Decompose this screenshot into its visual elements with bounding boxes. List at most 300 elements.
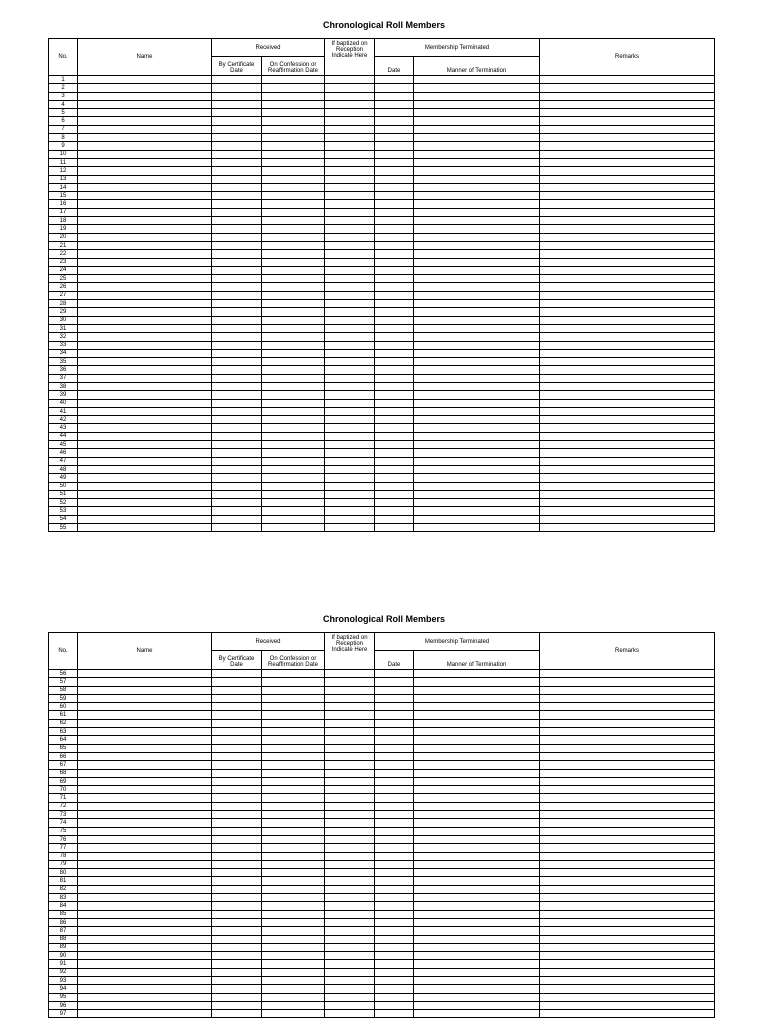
cell-manner [414, 1010, 540, 1018]
cell-on-confession [262, 894, 325, 902]
cell-name [78, 811, 212, 819]
table-row [49, 316, 715, 324]
row-number: 91 [49, 960, 78, 968]
table-row [49, 802, 715, 810]
cell-remarks [540, 258, 715, 266]
cell-remarks [540, 341, 715, 349]
cell-baptized [325, 968, 375, 976]
table-row [49, 524, 715, 532]
cell-term-date [375, 860, 414, 868]
row-number: 89 [49, 943, 78, 951]
table-row [49, 761, 715, 769]
cell-remarks [540, 482, 715, 490]
cell-by-certificate [212, 200, 262, 208]
table-row [49, 993, 715, 1001]
cell-term-date [375, 316, 414, 324]
cell-name [78, 769, 212, 777]
cell-baptized [325, 786, 375, 794]
cell-baptized [325, 474, 375, 482]
cell-by-certificate [212, 432, 262, 440]
row-number: 26 [49, 283, 78, 291]
row-number: 42 [49, 416, 78, 424]
col-header-name: Name [78, 633, 212, 670]
col-header-membership-terminated: Membership Terminated [375, 39, 540, 57]
cell-manner [414, 158, 540, 166]
cell-baptized [325, 432, 375, 440]
cell-by-certificate [212, 308, 262, 316]
row-number: 41 [49, 407, 78, 415]
cell-remarks [540, 960, 715, 968]
cell-baptized [325, 877, 375, 885]
cell-by-certificate [212, 877, 262, 885]
cell-name [78, 819, 212, 827]
cell-remarks [540, 474, 715, 482]
row-number: 46 [49, 449, 78, 457]
cell-on-confession [262, 457, 325, 465]
cell-on-confession [262, 358, 325, 366]
cell-remarks [540, 441, 715, 449]
cell-term-date [375, 134, 414, 142]
cell-remarks [540, 109, 715, 117]
cell-on-confession [262, 308, 325, 316]
cell-name [78, 761, 212, 769]
cell-remarks [540, 382, 715, 390]
cell-manner [414, 358, 540, 366]
row-number: 35 [49, 358, 78, 366]
cell-on-confession [262, 835, 325, 843]
table-row [49, 382, 715, 390]
cell-by-certificate [212, 192, 262, 200]
cell-remarks [540, 524, 715, 532]
row-number: 78 [49, 852, 78, 860]
table-row [49, 918, 715, 926]
cell-on-confession [262, 441, 325, 449]
cell-baptized [325, 117, 375, 125]
row-number: 96 [49, 1001, 78, 1009]
cell-term-date [375, 482, 414, 490]
row-number: 50 [49, 482, 78, 490]
cell-by-certificate [212, 885, 262, 893]
cell-name [78, 358, 212, 366]
cell-by-certificate [212, 366, 262, 374]
cell-remarks [540, 250, 715, 258]
cell-by-certificate [212, 761, 262, 769]
cell-manner [414, 457, 540, 465]
col-header-name: Name [78, 39, 212, 76]
cell-remarks [540, 678, 715, 686]
cell-name [78, 391, 212, 399]
cell-baptized [325, 192, 375, 200]
cell-remarks [540, 852, 715, 860]
cell-name [78, 308, 212, 316]
cell-by-certificate [212, 316, 262, 324]
cell-term-date [375, 158, 414, 166]
cell-on-confession [262, 200, 325, 208]
cell-remarks [540, 736, 715, 744]
cell-by-certificate [212, 728, 262, 736]
row-number: 94 [49, 985, 78, 993]
cell-remarks [540, 100, 715, 108]
cell-baptized [325, 109, 375, 117]
cell-term-date [375, 736, 414, 744]
cell-baptized [325, 902, 375, 910]
cell-manner [414, 752, 540, 760]
cell-on-confession [262, 902, 325, 910]
cell-name [78, 777, 212, 785]
cell-remarks [540, 860, 715, 868]
row-number: 73 [49, 811, 78, 819]
row-number: 28 [49, 300, 78, 308]
cell-baptized [325, 324, 375, 332]
cell-on-confession [262, 985, 325, 993]
cell-name [78, 449, 212, 457]
cell-baptized [325, 993, 375, 1001]
cell-term-date [375, 852, 414, 860]
cell-by-certificate [212, 266, 262, 274]
cell-name [78, 835, 212, 843]
cell-by-certificate [212, 902, 262, 910]
cell-remarks [540, 794, 715, 802]
table-row [49, 457, 715, 465]
cell-by-certificate [212, 399, 262, 407]
cell-term-date [375, 449, 414, 457]
cell-manner [414, 100, 540, 108]
cell-remarks [540, 835, 715, 843]
cell-manner [414, 794, 540, 802]
cell-name [78, 208, 212, 216]
cell-manner [414, 465, 540, 473]
cell-name [78, 1010, 212, 1018]
cell-remarks [540, 117, 715, 125]
cell-remarks [540, 507, 715, 515]
cell-by-certificate [212, 811, 262, 819]
cell-manner [414, 852, 540, 860]
cell-on-confession [262, 993, 325, 1001]
table-row [49, 391, 715, 399]
cell-baptized [325, 811, 375, 819]
cell-term-date [375, 225, 414, 233]
cell-on-confession [262, 719, 325, 727]
row-number: 20 [49, 233, 78, 241]
cell-remarks [540, 918, 715, 926]
row-number: 97 [49, 1010, 78, 1018]
cell-name [78, 885, 212, 893]
cell-name [78, 802, 212, 810]
cell-baptized [325, 308, 375, 316]
cell-name [78, 399, 212, 407]
cell-manner [414, 258, 540, 266]
row-number: 67 [49, 761, 78, 769]
cell-term-date [375, 192, 414, 200]
cell-on-confession [262, 167, 325, 175]
cell-name [78, 233, 212, 241]
cell-baptized [325, 233, 375, 241]
cell-term-date [375, 167, 414, 175]
cell-name [78, 844, 212, 852]
cell-by-certificate [212, 869, 262, 877]
cell-baptized [325, 744, 375, 752]
cell-name [78, 728, 212, 736]
cell-term-date [375, 324, 414, 332]
table-row [49, 703, 715, 711]
row-number: 18 [49, 217, 78, 225]
cell-term-date [375, 300, 414, 308]
cell-remarks [540, 827, 715, 835]
cell-remarks [540, 811, 715, 819]
cell-remarks [540, 819, 715, 827]
cell-manner [414, 208, 540, 216]
cell-on-confession [262, 877, 325, 885]
cell-baptized [325, 703, 375, 711]
table-row [49, 1001, 715, 1009]
table-row [49, 869, 715, 877]
cell-by-certificate [212, 391, 262, 399]
cell-by-certificate [212, 358, 262, 366]
cell-baptized [325, 482, 375, 490]
cell-manner [414, 84, 540, 92]
cell-remarks [540, 142, 715, 150]
row-number: 85 [49, 910, 78, 918]
cell-remarks [540, 333, 715, 341]
cell-term-date [375, 407, 414, 415]
cell-on-confession [262, 686, 325, 694]
cell-term-date [375, 283, 414, 291]
cell-term-date [375, 217, 414, 225]
cell-on-confession [262, 250, 325, 258]
cell-on-confession [262, 175, 325, 183]
row-number: 7 [49, 125, 78, 133]
cell-manner [414, 507, 540, 515]
cell-baptized [325, 275, 375, 283]
col-header-date: Date [375, 57, 414, 76]
cell-remarks [540, 432, 715, 440]
cell-manner [414, 382, 540, 390]
row-number: 16 [49, 200, 78, 208]
cell-remarks [540, 266, 715, 274]
cell-by-certificate [212, 719, 262, 727]
table-row [49, 117, 715, 125]
cell-on-confession [262, 465, 325, 473]
table-row [49, 515, 715, 523]
cell-manner [414, 183, 540, 191]
cell-remarks [540, 802, 715, 810]
cell-name [78, 960, 212, 968]
cell-term-date [375, 902, 414, 910]
cell-on-confession [262, 761, 325, 769]
cell-name [78, 860, 212, 868]
cell-remarks [540, 233, 715, 241]
cell-term-date [375, 349, 414, 357]
cell-term-date [375, 827, 414, 835]
cell-baptized [325, 76, 375, 84]
cell-by-certificate [212, 678, 262, 686]
row-number: 76 [49, 835, 78, 843]
table-row [49, 407, 715, 415]
table-row [49, 333, 715, 341]
cell-name [78, 711, 212, 719]
cell-by-certificate [212, 835, 262, 843]
cell-on-confession [262, 233, 325, 241]
cell-manner [414, 952, 540, 960]
row-number: 6 [49, 117, 78, 125]
cell-baptized [325, 100, 375, 108]
cell-remarks [540, 349, 715, 357]
cell-remarks [540, 777, 715, 785]
cell-name [78, 524, 212, 532]
cell-term-date [375, 869, 414, 877]
table-row [49, 308, 715, 316]
cell-by-certificate [212, 76, 262, 84]
cell-by-certificate [212, 100, 262, 108]
cell-term-date [375, 109, 414, 117]
cell-term-date [375, 507, 414, 515]
cell-name [78, 341, 212, 349]
cell-baptized [325, 183, 375, 191]
table-row [49, 300, 715, 308]
cell-by-certificate [212, 736, 262, 744]
cell-by-certificate [212, 407, 262, 415]
cell-remarks [540, 844, 715, 852]
table-row [49, 711, 715, 719]
cell-name [78, 852, 212, 860]
cell-term-date [375, 275, 414, 283]
cell-manner [414, 200, 540, 208]
cell-manner [414, 703, 540, 711]
row-number: 37 [49, 374, 78, 382]
table-row [49, 474, 715, 482]
row-number: 63 [49, 728, 78, 736]
cell-manner [414, 968, 540, 976]
table-row [49, 358, 715, 366]
table-row [49, 877, 715, 885]
cell-manner [414, 308, 540, 316]
cell-term-date [375, 794, 414, 802]
cell-baptized [325, 927, 375, 935]
cell-by-certificate [212, 507, 262, 515]
row-number: 70 [49, 786, 78, 794]
table-row [49, 183, 715, 191]
cell-manner [414, 869, 540, 877]
row-number: 86 [49, 918, 78, 926]
table-row [49, 985, 715, 993]
table-row [49, 225, 715, 233]
col-header-by-certificate: By Certificate Date [212, 57, 262, 76]
cell-by-certificate [212, 449, 262, 457]
cell-name [78, 985, 212, 993]
cell-name [78, 183, 212, 191]
cell-name [78, 935, 212, 943]
cell-term-date [375, 424, 414, 432]
cell-by-certificate [212, 935, 262, 943]
col-header-baptized: If baptized on Reception Indicate Here [325, 633, 375, 670]
cell-manner [414, 819, 540, 827]
cell-name [78, 250, 212, 258]
cell-baptized [325, 349, 375, 357]
cell-by-certificate [212, 794, 262, 802]
row-number: 93 [49, 976, 78, 984]
cell-on-confession [262, 225, 325, 233]
cell-term-date [375, 524, 414, 532]
cell-manner [414, 744, 540, 752]
cell-baptized [325, 300, 375, 308]
cell-baptized [325, 952, 375, 960]
cell-name [78, 752, 212, 760]
cell-baptized [325, 208, 375, 216]
table-row [49, 432, 715, 440]
cell-by-certificate [212, 490, 262, 498]
cell-term-date [375, 490, 414, 498]
table-row [49, 794, 715, 802]
cell-baptized [325, 399, 375, 407]
cell-on-confession [262, 158, 325, 166]
cell-name [78, 507, 212, 515]
cell-by-certificate [212, 686, 262, 694]
cell-manner [414, 233, 540, 241]
row-number: 22 [49, 250, 78, 258]
table-row [49, 217, 715, 225]
cell-remarks [540, 935, 715, 943]
cell-name [78, 432, 212, 440]
cell-name [78, 92, 212, 100]
cell-name [78, 324, 212, 332]
cell-by-certificate [212, 499, 262, 507]
cell-remarks [540, 694, 715, 702]
cell-name [78, 150, 212, 158]
cell-by-certificate [212, 341, 262, 349]
cell-on-confession [262, 258, 325, 266]
cell-remarks [540, 968, 715, 976]
row-number: 60 [49, 703, 78, 711]
cell-remarks [540, 711, 715, 719]
table-row [49, 399, 715, 407]
table-row [49, 158, 715, 166]
row-number: 44 [49, 432, 78, 440]
cell-on-confession [262, 432, 325, 440]
cell-baptized [325, 499, 375, 507]
cell-on-confession [262, 109, 325, 117]
row-number: 8 [49, 134, 78, 142]
cell-term-date [375, 670, 414, 678]
row-number: 49 [49, 474, 78, 482]
row-number: 47 [49, 457, 78, 465]
cell-term-date [375, 399, 414, 407]
cell-name [78, 703, 212, 711]
col-header-remarks: Remarks [540, 633, 715, 670]
cell-baptized [325, 860, 375, 868]
cell-term-date [375, 1010, 414, 1018]
cell-remarks [540, 175, 715, 183]
cell-baptized [325, 524, 375, 532]
cell-manner [414, 728, 540, 736]
cell-by-certificate [212, 1001, 262, 1009]
cell-by-certificate [212, 217, 262, 225]
cell-by-certificate [212, 694, 262, 702]
cell-term-date [375, 382, 414, 390]
cell-by-certificate [212, 250, 262, 258]
cell-baptized [325, 844, 375, 852]
cell-manner [414, 324, 540, 332]
table-row [49, 1010, 715, 1018]
cell-name [78, 349, 212, 357]
cell-term-date [375, 943, 414, 951]
table-row [49, 291, 715, 299]
cell-manner [414, 902, 540, 910]
cell-baptized [325, 250, 375, 258]
cell-by-certificate [212, 424, 262, 432]
cell-name [78, 291, 212, 299]
col-header-on-confession: On Confession or Reaffirmation Date [262, 57, 325, 76]
cell-name [78, 736, 212, 744]
